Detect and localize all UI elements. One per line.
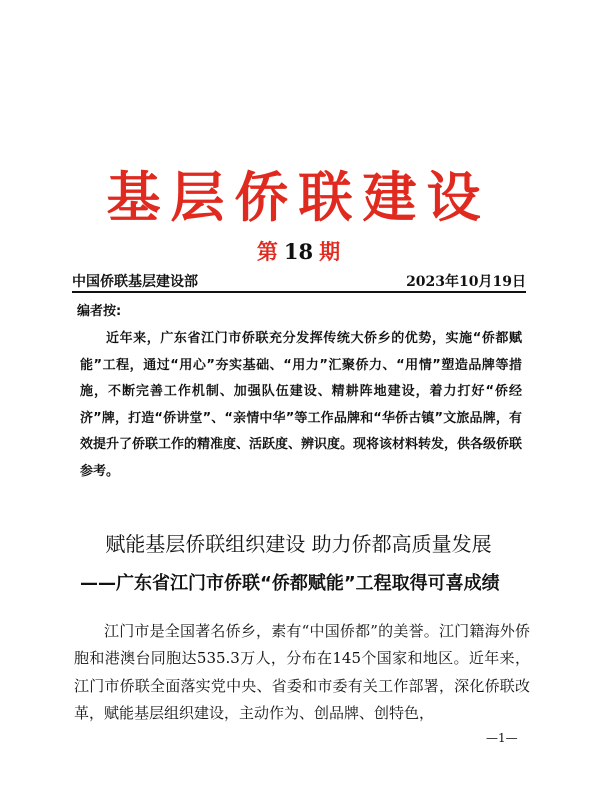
article-subtitle: ——广东省江门市侨联“侨都赋能”工程取得可喜成绩 — [80, 573, 500, 594]
issue-num: 18 — [283, 239, 314, 264]
issue-prefix: 第 — [256, 239, 278, 264]
editor-note-text: 近年来，广东省江门市侨联充分发挥传统大侨乡的优势，实施“侨都赋能”工程，通过“用心”夯实基础、“用力”汇聚侨力、“用情”塑造品牌等措施，不断完善工作机制、加强队伍建设、精耕阵地建设，着力打好“侨经济”牌，打造“侨讲堂”、“亲情中华”等工作品牌和“华侨古镇”文旅品牌，有效提升了侨联工作的精准度、活跃度、辨识度。现将该材料转发，供各级侨联参考。 — [80, 331, 523, 479]
article-body: 江门市是全国著名侨乡，素有“中国侨都”的美誉。江门籍海外侨胞和港澳台同胞达535.3万人，分布在145个国家和地区。近年来，江门市侨联全面落实党中央、省委和市委有关工作部署，深化侨联改革，赋能基层组织建设，主动作为、创品牌、创特色， — [74, 622, 530, 722]
issue-number — [0, 236, 597, 266]
page-number: —1— — [486, 731, 518, 745]
article-title: 赋能基层侨联组织建设 助力侨都高质量发展 — [105, 532, 492, 556]
masthead-title: 基层侨联建设 — [106, 165, 491, 229]
publisher: 中国侨联基层建设部 — [72, 274, 198, 290]
publish-date: 2023年10月19日 — [406, 274, 526, 290]
publication-info-row — [72, 271, 526, 291]
issue-suffix: 期 — [319, 239, 341, 264]
header-divider — [72, 291, 526, 293]
editor-note-label: 编者按: — [77, 304, 122, 319]
